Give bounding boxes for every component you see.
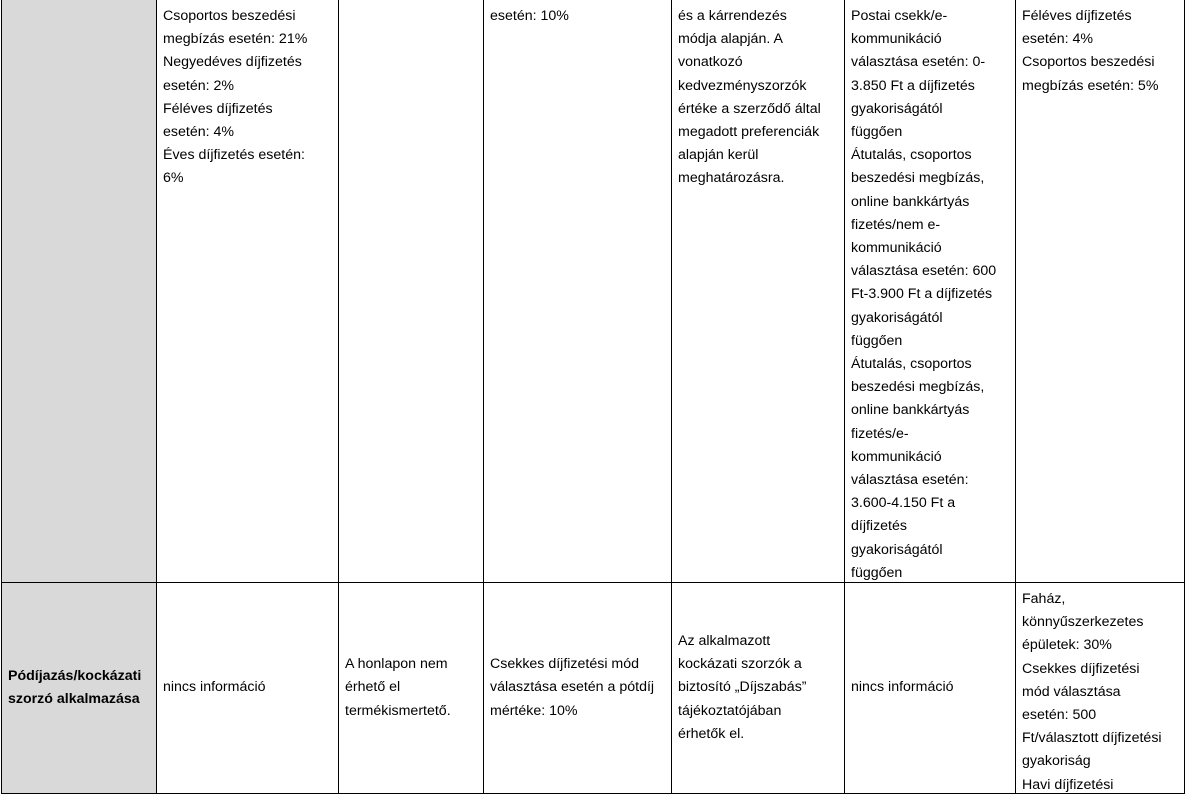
table-border — [338, 0, 339, 794]
row-header-cell — [2, 0, 156, 582]
row-header-cell — [2, 583, 156, 793]
cell-text: nincs információ — [851, 679, 954, 696]
cell-text: A honlapon nem érhető el termékismertető. — [345, 656, 451, 719]
table-border — [483, 0, 484, 794]
table-border — [671, 0, 672, 794]
table-cell: Faház, könnyűszerkezetes épületek: 30% Csekkes díjfizetési mód választása esetén: 500 Ft/választott díjfizetési gyakoriság Havi díjfizetési — [1022, 591, 1162, 793]
cell-text: Az alkalmazott kockázati szorzók a biztosító „Díjszabás” tájékoztatójában érhetők el. — [678, 632, 807, 742]
table-cell — [157, 583, 338, 793]
table-border — [844, 0, 845, 794]
table-border — [1184, 0, 1185, 794]
table-border — [1, 0, 2, 794]
table-cell: Csoportos beszedési megbízás esetén: 21% Negyedéves díjfizetés esetén: 2% Féléves díjfizetés esetén: 4% Éves díjfizetés esetén: 6% — [163, 8, 308, 187]
table-border — [156, 0, 157, 794]
table-cell — [339, 0, 483, 582]
cell-text: nincs információ — [163, 679, 266, 696]
table-cell: Féléves díjfizetés esetén: 4% Csoportos beszedési megbízás esetén: 5% — [1022, 8, 1159, 94]
table-cell: esetén: 10% — [490, 8, 569, 24]
row-header-label: Pódíjazás/kockázati szorzó alkalmazása — [8, 667, 142, 707]
cell-text: Csekkes díjfizetési mód választása esetén a pótdíj mértéke: 10% — [490, 656, 655, 719]
table-cell — [339, 583, 483, 793]
table-cell — [845, 583, 1015, 793]
table-border — [1, 793, 1185, 794]
table-border — [1015, 0, 1016, 794]
table-cell — [672, 583, 844, 793]
table-cell: Postai csekk/e- kommunikáció választása esetén: 0- 3.850 Ft a díjfizetés gyakoriságától függően Átutalás, csoportos beszedési megbízás, online bankkártyás fizetés/nem e- kommunikáció választása esetén: 600 Ft-3.900 Ft a díjfizetés gyakoriságától függően Átutalás, csoportos beszedési megbízás, online bankkártyás fizetés/e- kommunikáció választása esetén: 3.600-4.150 Ft a díjfizetés gyakoriságától függően — [851, 8, 997, 581]
table-cell — [484, 583, 671, 793]
table-border — [1, 582, 1185, 583]
table-cell: és a kárrendezés módja alapján. A vonatkozó kedvezményszorzók értéke a szerződő által megadott preferenciák alapján kerül meghatározásra. — [678, 8, 821, 187]
